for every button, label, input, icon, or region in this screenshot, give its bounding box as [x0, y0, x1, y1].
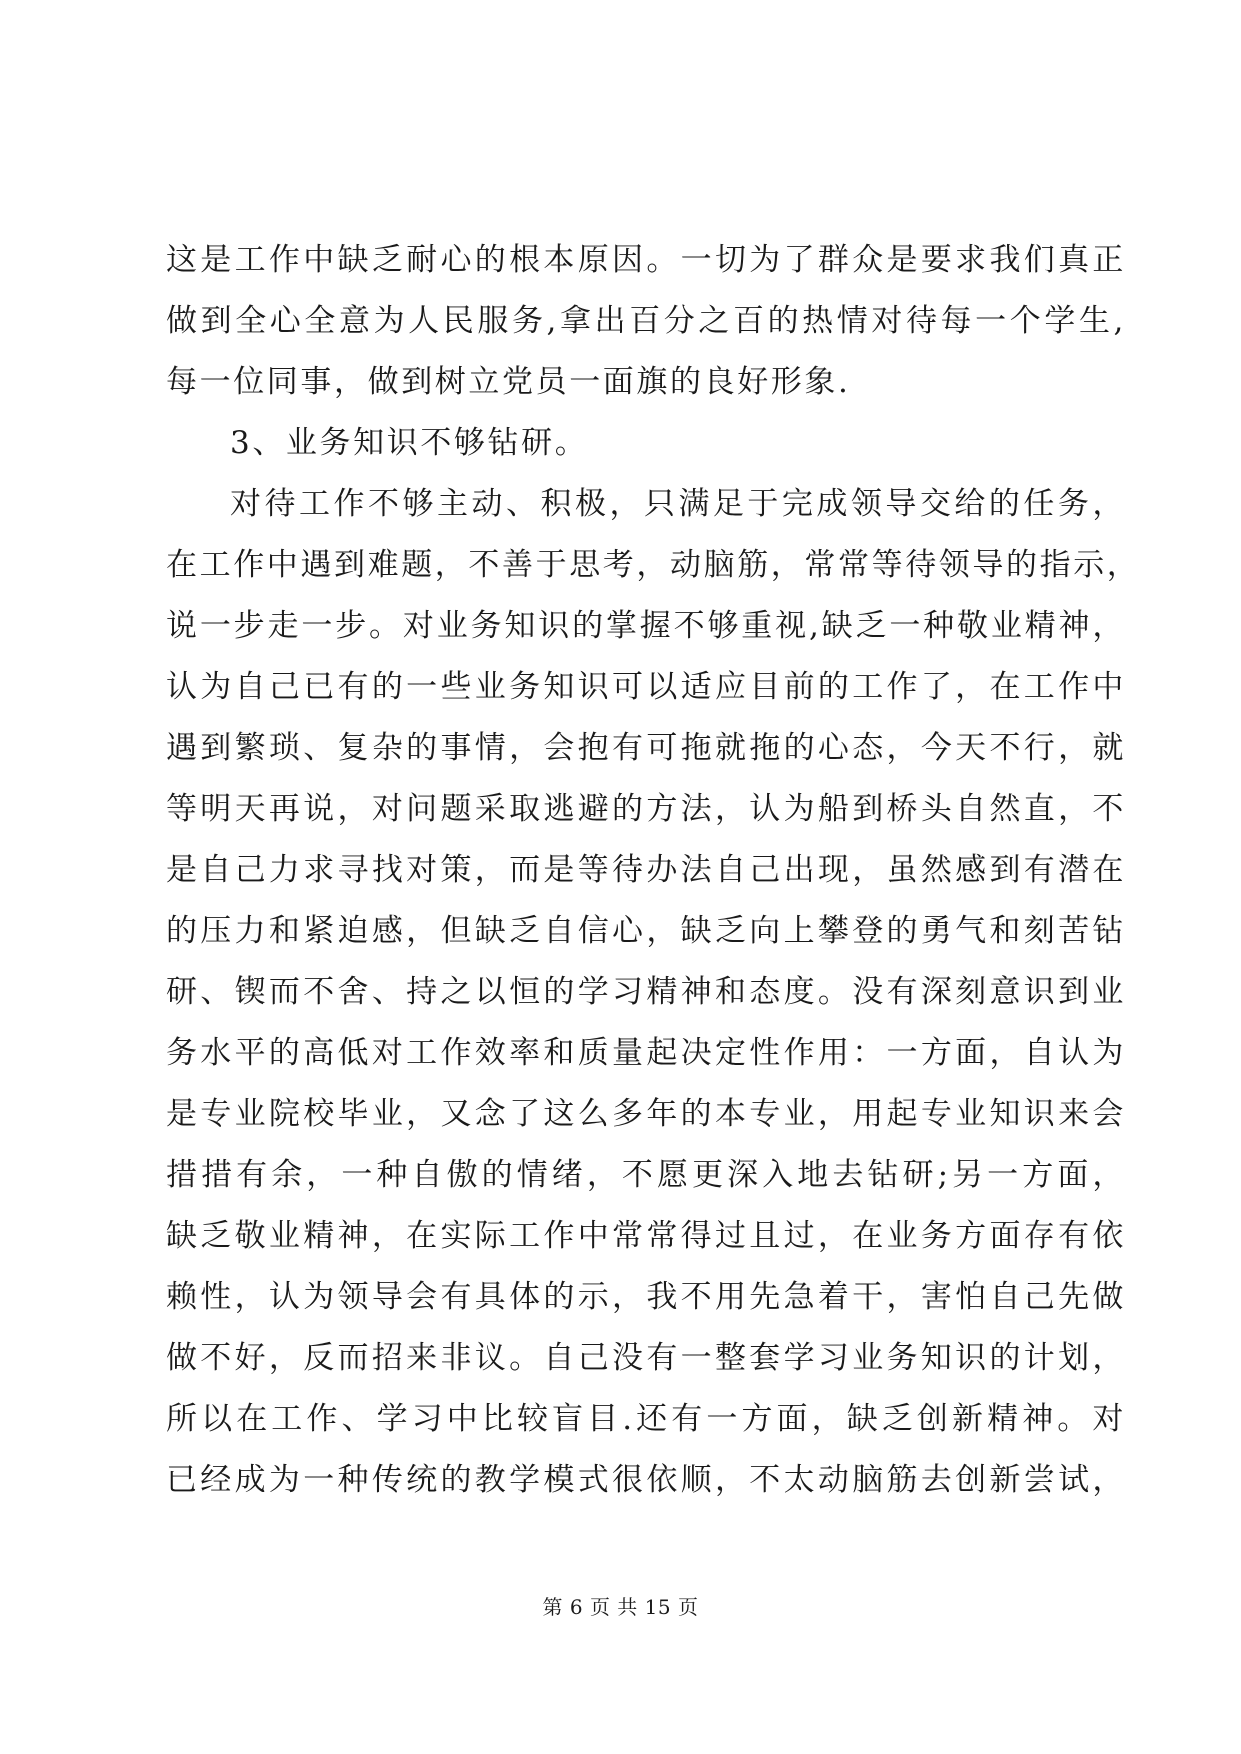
- text-line: 赖性，认为领导会有具体的示，我不用先急着干，害怕自己先做: [166, 1279, 1126, 1315]
- text-line: 认为自己已有的一些业务知识可以适应目前的工作了，在工作中: [166, 669, 1126, 705]
- body-text: [166, 230, 1141, 1511]
- text-line: 已经成为一种传统的教学模式很依顺，不太动脑筋去创新尝试，: [166, 1462, 1126, 1498]
- text-line: 等明天再说，对问题采取逃避的方法，认为船到桥头自然直，不: [166, 791, 1126, 827]
- text-line: 遇到繁琐、复杂的事情，会抱有可拖就拖的心态，今天不行，就: [166, 730, 1126, 766]
- text-line: 的压力和紧迫感，但缺乏自信心，缺乏向上攀登的勇气和刻苦钻: [166, 913, 1126, 949]
- text-line: 缺乏敬业精神，在实际工作中常常得过且过，在业务方面存有依: [166, 1218, 1126, 1254]
- page-number: 第 6 页 共 15 页: [542, 1595, 699, 1619]
- text-line: 所以在工作、学习中比较盲目.还有一方面，缺乏创新精神。对: [166, 1401, 1126, 1437]
- text-line: 说一步走一步。对业务知识的掌握不够重视,缺乏一种敬业精神，: [166, 608, 1126, 644]
- text-line: 对待工作不够主动、积极，只满足于完成领导交给的任务，: [230, 486, 1126, 522]
- text-line: 措措有余，一种自傲的情绪，不愿更深入地去钻研;另一方面，: [166, 1157, 1126, 1193]
- text-line: 每一位同事，做到树立党员一面旗的良好形象.: [166, 364, 851, 400]
- section-heading: 3、业务知识不够钻研。: [230, 425, 589, 461]
- text-line: 是专业院校毕业，又念了这么多年的本专业，用起专业知识来会: [166, 1096, 1126, 1132]
- text-line: 做不好，反而招来非议。自己没有一整套学习业务知识的计划，: [166, 1340, 1126, 1376]
- text-line: 做到全心全意为人民服务,拿出百分之百的热情对待每一个学生,: [166, 303, 1126, 339]
- text-line: 研、锲而不舍、持之以恒的学习精神和态度。没有深刻意识到业: [166, 974, 1126, 1010]
- text-line: 在工作中遇到难题，不善于思考，动脑筋，常常等待领导的指示，: [166, 547, 1141, 583]
- text-line: 务水平的高低对工作效率和质量起决定性作用：一方面，自认为: [166, 1035, 1126, 1071]
- text-line: 这是工作中缺乏耐心的根本原因。一切为了群众是要求我们真正: [166, 242, 1126, 278]
- text-line: 是自己力求寻找对策，而是等待办法自己出现，虽然感到有潜在: [166, 852, 1126, 888]
